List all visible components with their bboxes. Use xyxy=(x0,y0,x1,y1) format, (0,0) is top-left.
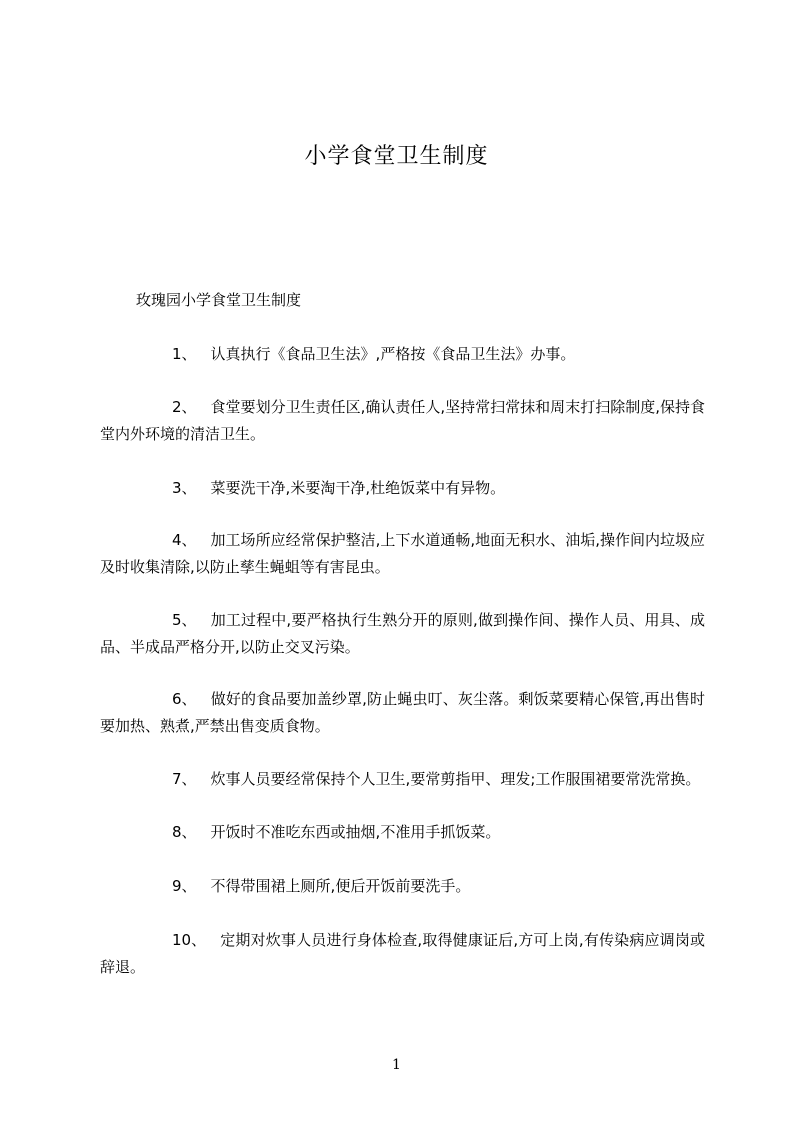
rule-text: 炊事人员要经常保持个人卫生,要常剪指甲、理发;工作服围裙要常洗常换。 xyxy=(210,770,701,788)
rule-item-2 xyxy=(100,394,705,448)
rule-text: 食堂要划分卫生责任区,确认责任人,坚持常扫常抹和周末打扫除制度,保持食堂内外环境的清洁卫生。 xyxy=(100,398,705,443)
rule-number: 9、 xyxy=(172,877,197,895)
rule-item-8 xyxy=(100,819,705,846)
rule-item-3 xyxy=(100,475,705,502)
rule-text: 开饭时不准吃东西或抽烟,不准用手抓饭菜。 xyxy=(210,823,501,841)
rule-text: 做好的食品要加盖纱罩,防止蝇虫叮、灰尘落。剩饭菜要精心保管,再出售时要加热、熟煮,严禁出售变质食物。 xyxy=(100,690,705,735)
rule-number: 10、 xyxy=(172,931,207,949)
rule-number: 4、 xyxy=(172,531,197,549)
page-number: 1 xyxy=(392,1057,401,1073)
rule-item-1 xyxy=(100,341,705,368)
rule-text: 认真执行《食品卫生法》,严格按《食品卫生法》办事。 xyxy=(210,345,576,363)
rule-number: 5、 xyxy=(172,611,197,629)
rule-item-6 xyxy=(100,686,705,740)
rule-text: 加工过程中,要严格执行生熟分开的原则,做到操作间、操作人员、用具、成品、半成品严格分开,以防止交叉污染。 xyxy=(100,611,705,656)
rule-number: 7、 xyxy=(172,770,197,788)
rule-item-9 xyxy=(100,873,705,900)
rule-item-10 xyxy=(100,927,705,981)
rule-number: 3、 xyxy=(172,479,197,497)
rule-number: 2、 xyxy=(172,398,197,416)
rule-number: 1、 xyxy=(172,345,197,363)
rule-text: 不得带围裙上厕所,便后开饭前要洗手。 xyxy=(210,877,471,895)
document-title: 小学食堂卫生制度 xyxy=(304,144,489,169)
rule-text: 菜要洗干净,米要淘干净,杜绝饭菜中有异物。 xyxy=(210,479,506,497)
rule-item-4 xyxy=(100,527,705,581)
document-subtitle: 玫瑰园小学食堂卫生制度 xyxy=(136,291,302,309)
rule-text: 加工场所应经常保护整洁,上下水道通畅,地面无积水、油垢,操作间内垃圾应及时收集清除,以防止孳生蝇蛆等有害昆虫。 xyxy=(100,531,705,576)
rule-item-5 xyxy=(100,607,705,661)
rule-item-7 xyxy=(100,766,705,793)
rule-number: 8、 xyxy=(172,823,197,841)
rule-text: 定期对炊事人员进行身体检查,取得健康证后,方可上岗,有传染病应调岗或辞退。 xyxy=(100,931,705,976)
rule-number: 6、 xyxy=(172,690,197,708)
